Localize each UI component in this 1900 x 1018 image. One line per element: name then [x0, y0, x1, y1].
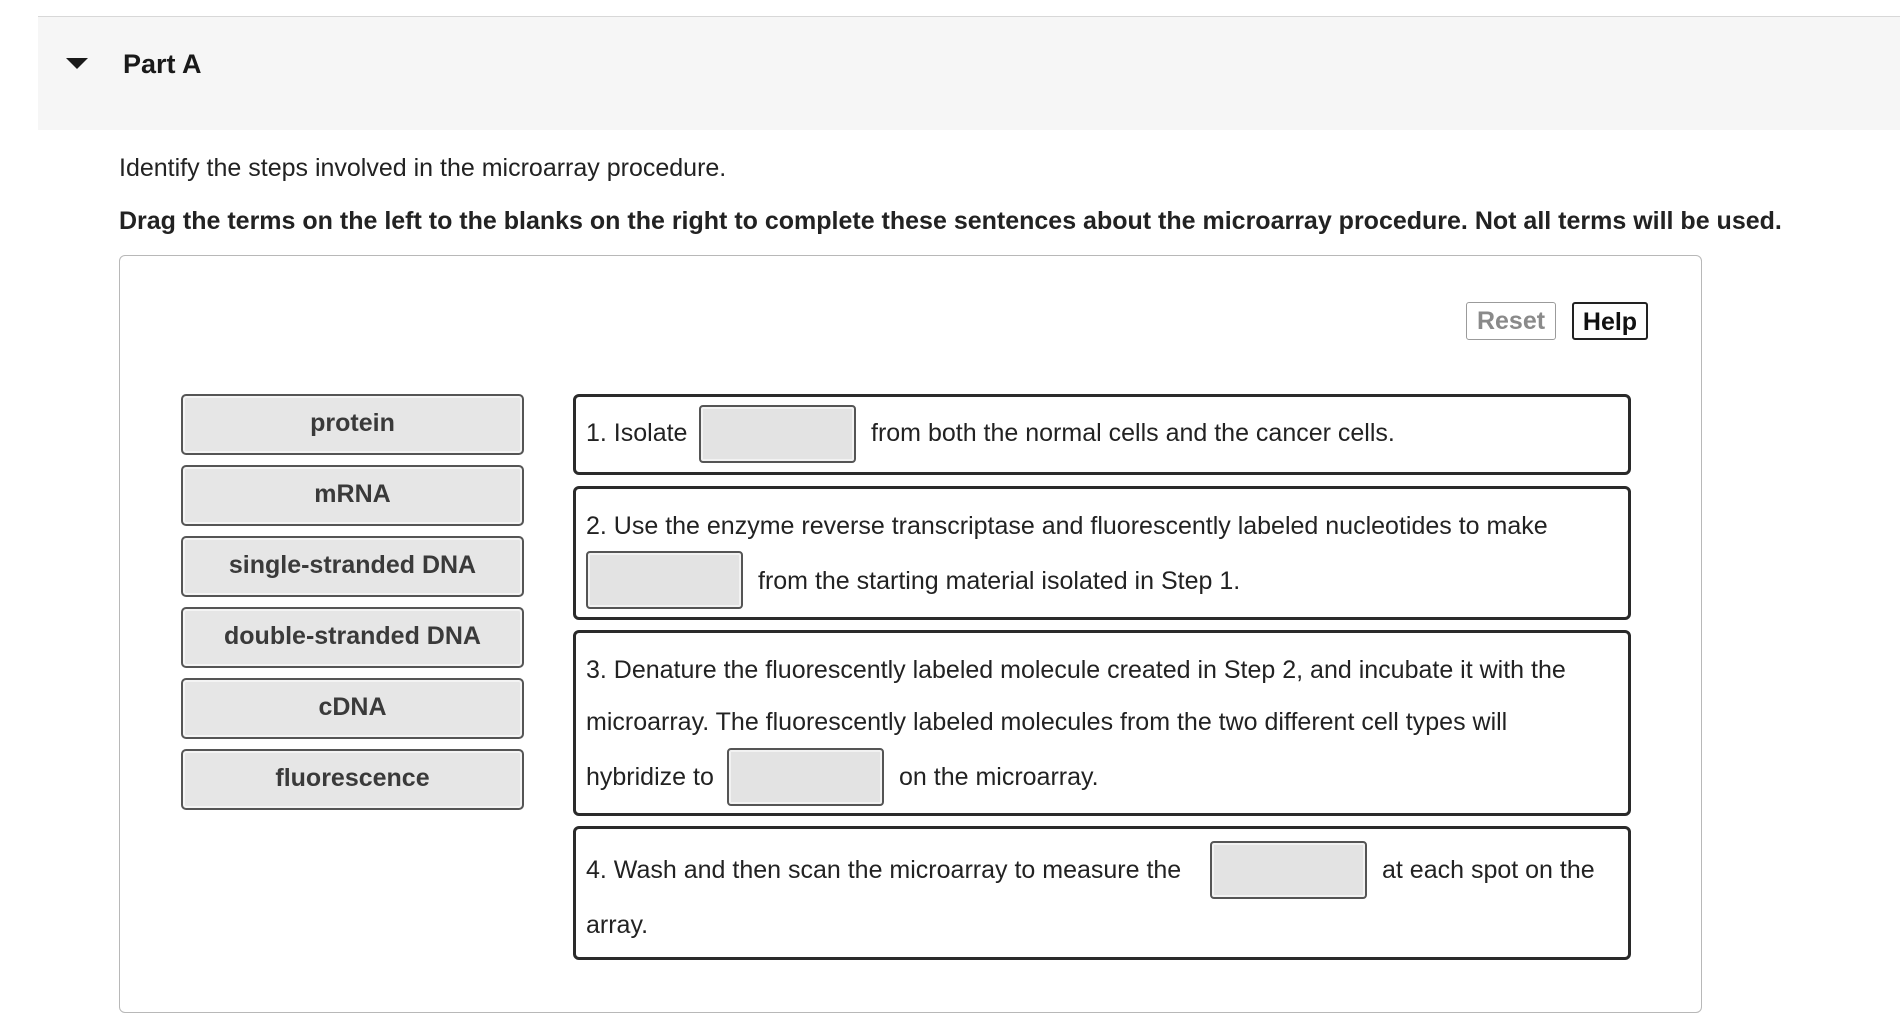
sentence-4-text-after: at each spot on the	[1382, 856, 1595, 884]
part-title: Part A	[123, 49, 202, 79]
reset-button[interactable]: Reset	[1466, 302, 1556, 340]
sentence-2	[573, 486, 1631, 620]
sentence-3-text-after: on the microarray.	[899, 763, 1099, 791]
blank-4[interactable]	[1210, 841, 1367, 899]
sentence-3-line-1: 3. Denature the fluorescently labeled molecule created in Step 2, and incubate it with the	[586, 656, 1566, 684]
sentence-4-line-2: array.	[586, 911, 649, 939]
question-intro: Identify the steps involved in the microarray procedure.	[119, 154, 727, 182]
blank-1[interactable]	[699, 405, 856, 463]
part-header	[38, 17, 1900, 130]
question-instructions: Drag the terms on the left to the blanks on the right to complete these sentences about the microarray procedure. Not all terms will be used.	[119, 207, 1782, 235]
sentence-4	[573, 826, 1631, 960]
sentence-1-text-after: from both the normal cells and the cancer cells.	[871, 419, 1395, 447]
blank-2[interactable]	[586, 551, 743, 609]
sentence-3-line-2: microarray. The fluorescently labeled molecules from the two different cell types will	[586, 708, 1508, 736]
sentence-3-text-before: hybridize to	[586, 763, 714, 791]
term-mrna[interactable]: mRNA	[181, 465, 524, 526]
term-single-stranded-dna[interactable]: single-stranded DNA	[181, 536, 524, 597]
help-button[interactable]: Help	[1572, 302, 1648, 340]
term-fluorescence[interactable]: fluorescence	[181, 749, 524, 810]
sentence-2-line-1: 2. Use the enzyme reverse transcriptase and fluorescently labeled nucleotides to make	[586, 512, 1548, 540]
sentence-4-text-before: 4. Wash and then scan the microarray to measure the	[586, 856, 1182, 884]
sentence-1	[573, 394, 1631, 475]
sentence-2-text-after: from the starting material isolated in Step 1.	[758, 567, 1241, 595]
collapse-caret-icon[interactable]	[66, 58, 88, 69]
sentence-1-text-before: 1. Isolate	[586, 419, 688, 447]
term-double-stranded-dna[interactable]: double-stranded DNA	[181, 607, 524, 668]
term-protein[interactable]: protein	[181, 394, 524, 455]
sentence-3	[573, 630, 1631, 816]
blank-3[interactable]	[727, 748, 884, 806]
term-cdna[interactable]: cDNA	[181, 678, 524, 739]
